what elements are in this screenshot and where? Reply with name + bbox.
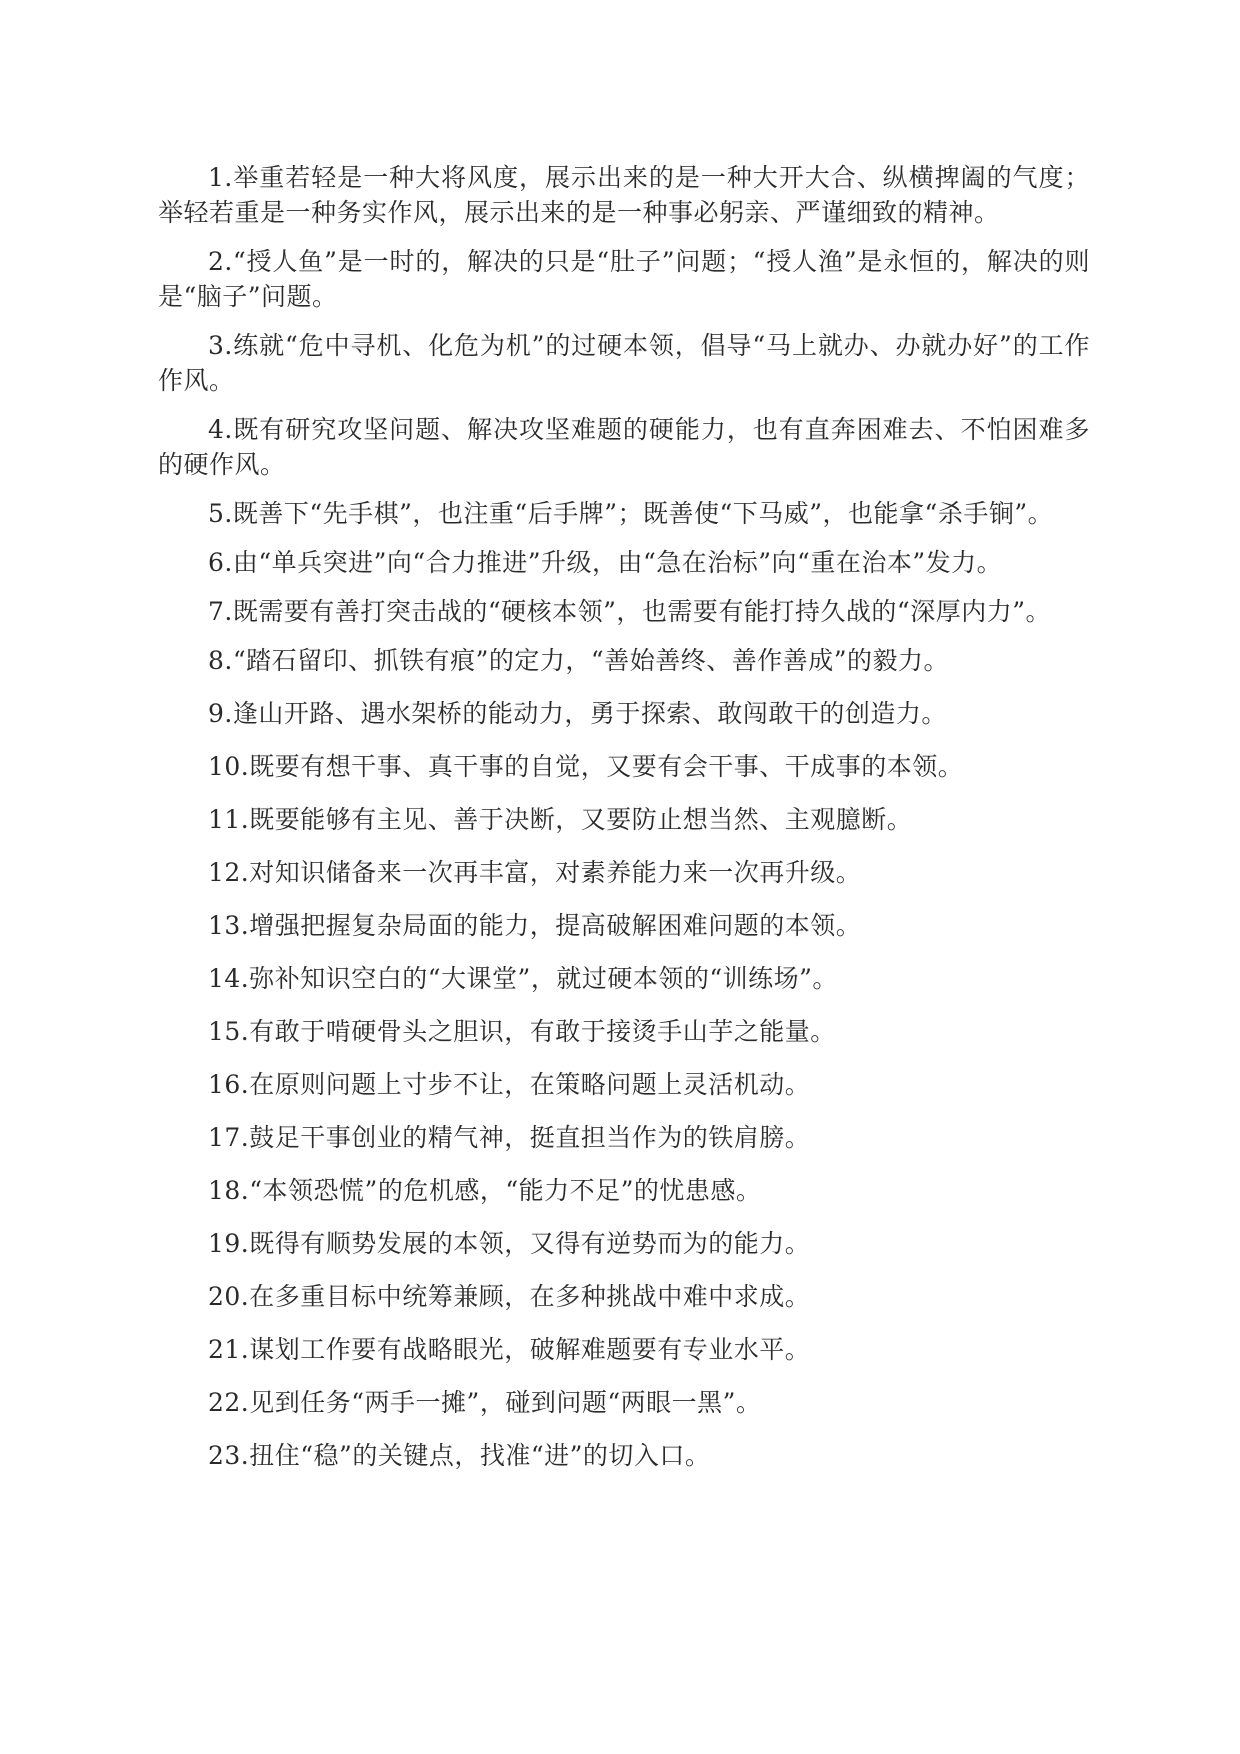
list-item-10: 10.既要有想干事、真干事的自觉，又要有会干事、干成事的本领。	[208, 752, 964, 781]
list-item-1: 1.举重若轻是一种大将风度，展示出来的是一种大开大合、纵横捭阖的气度；举轻若重是一种务实作风，展示出来的是一种事必躬亲、严谨细致的精神。	[158, 163, 1090, 227]
list-item-12: 12.对知识储备来一次再丰富，对素养能力来一次再升级。	[208, 858, 862, 887]
list-item-14: 14.弥补知识空白的“大课堂”，就过硬本领的“训练场”。	[208, 964, 838, 993]
list-item-22: 22.见到任务“两手一摊”，碰到问题“两眼一黑”。	[208, 1388, 762, 1417]
document-body	[158, 160, 1090, 1491]
list-item-15: 15.有敢于啃硬骨头之胆识，有敢于接烫手山芋之能量。	[208, 1017, 836, 1046]
list-item-13: 13.增强把握复杂局面的能力，提高破解困难问题的本领。	[208, 911, 862, 940]
list-item-17: 17.鼓足干事创业的精气神，挺直担当作为的铁肩膀。	[208, 1123, 811, 1152]
list-item-4: 4.既有研究攻坚问题、解决攻坚难题的硬能力，也有直奔困难去、不怕困难多的硬作风。	[158, 415, 1090, 479]
list-item-5: 5.既善下“先手棋”，也注重“后手牌”；既善使“下马威”，也能拿“杀手锏”。	[208, 499, 1054, 528]
list-item-7: 7.既需要有善打突击战的“硬核本领”，也需要有能打持久战的“深厚内力”。	[208, 597, 1051, 626]
list-item-18: 18.“本领恐慌”的危机感，“能力不足”的忧患感。	[208, 1176, 762, 1205]
list-item-11: 11.既要能够有主见、善于决断，又要防止想当然、主观臆断。	[208, 805, 913, 834]
list-item-20: 20.在多重目标中统筹兼顾，在多种挑战中难中求成。	[208, 1282, 811, 1311]
list-item-21: 21.谋划工作要有战略眼光，破解难题要有专业水平。	[208, 1335, 811, 1364]
list-item-23: 23.扭住“稳”的关键点，找准“进”的切入口。	[208, 1441, 711, 1470]
list-item-8: 8.“踏石留印、抓铁有痕”的定力，“善始善终、善作善成”的毅力。	[208, 646, 949, 675]
list-item-6: 6.由“单兵突进”向“合力推进”升级，由“急在治标”向“重在治本”发力。	[208, 548, 1003, 577]
list-item-19: 19.既得有顺势发展的本领，又得有逆势而为的能力。	[208, 1229, 811, 1258]
list-item-2: 2.“授人鱼”是一时的，解决的只是“肚子”问题；“授人渔”是永恒的，解决的则是“脑子”问题。	[158, 247, 1090, 311]
list-item-3: 3.练就“危中寻机、化危为机”的过硬本领，倡导“马上就办、办就办好”的工作作风。	[158, 331, 1090, 395]
list-item-16: 16.在原则问题上寸步不让，在策略问题上灵活机动。	[208, 1070, 811, 1099]
list-item-9: 9.逢山开路、遇水架桥的能动力，勇于探索、敢闯敢干的创造力。	[208, 699, 947, 728]
